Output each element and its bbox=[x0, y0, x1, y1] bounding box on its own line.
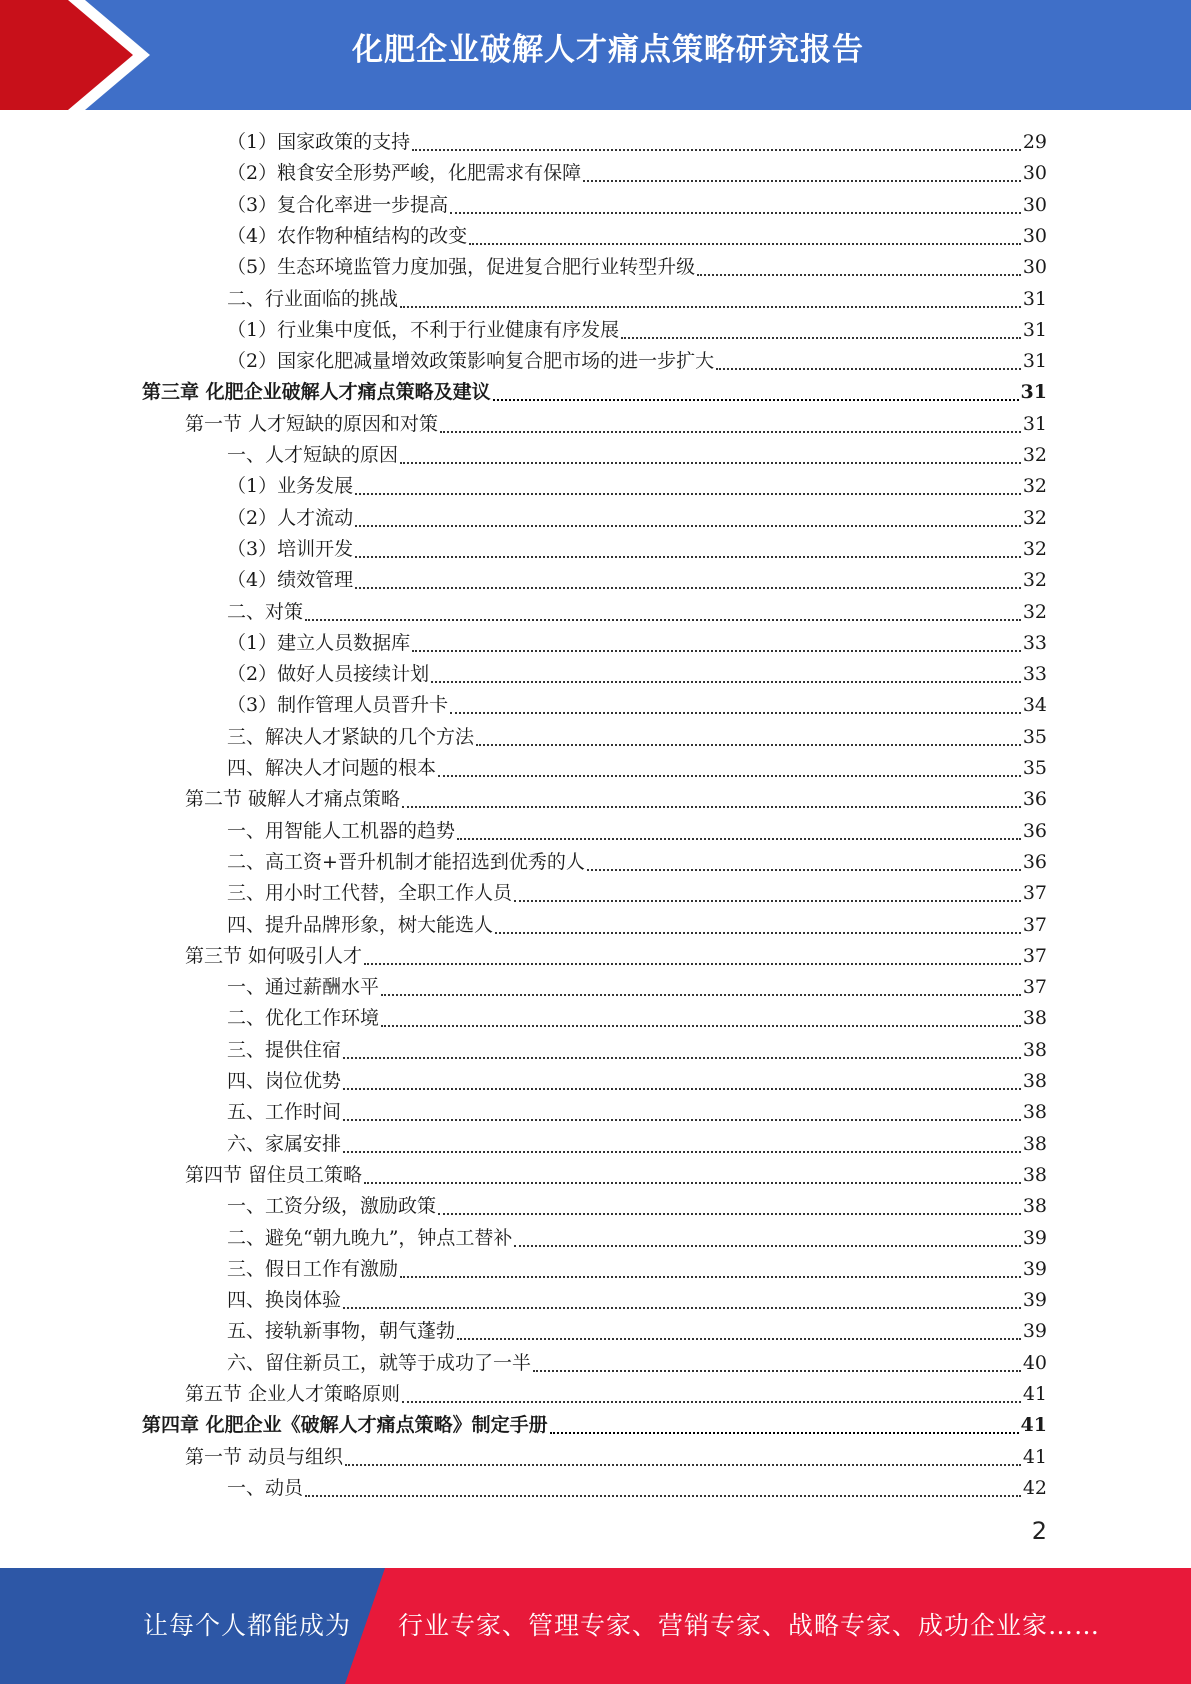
toc-dot-leader bbox=[400, 1276, 1021, 1278]
toc-entry[interactable] bbox=[227, 847, 1047, 878]
toc-entry-title: 一、用智能人工机器的趋势 bbox=[227, 819, 456, 842]
toc-entry-title: 一、动员 bbox=[227, 1476, 304, 1499]
toc-entry-page: 29 bbox=[1022, 131, 1047, 153]
toc-dot-leader bbox=[364, 963, 1021, 965]
toc-entry-page: 30 bbox=[1022, 224, 1047, 247]
toc-entry-title: 六、留住新员工，就等于成功了一半 bbox=[227, 1351, 532, 1374]
toc-dot-leader bbox=[469, 243, 1021, 245]
toc-dot-leader bbox=[402, 1401, 1021, 1403]
toc-dot-leader bbox=[476, 744, 1021, 746]
toc-entry[interactable] bbox=[227, 1285, 1047, 1316]
toc-entry-title: 二、行业面临的挑战 bbox=[227, 287, 399, 310]
toc-entry[interactable] bbox=[227, 1473, 1047, 1504]
toc-entry-page: 31 bbox=[1022, 412, 1047, 435]
toc-entry-page: 30 bbox=[1022, 162, 1047, 185]
toc-dot-leader bbox=[438, 775, 1021, 777]
page-footer bbox=[0, 1568, 1191, 1684]
toc-entry[interactable] bbox=[227, 1097, 1047, 1128]
toc-entry[interactable] bbox=[142, 1410, 1047, 1441]
toc-entry[interactable] bbox=[227, 1003, 1047, 1034]
toc-entry-title: 第三节 如何吸引人才 bbox=[185, 944, 363, 967]
toc-entry-title: （1）建立人员数据库 bbox=[227, 631, 411, 654]
toc-entry[interactable] bbox=[227, 910, 1047, 941]
toc-entry[interactable] bbox=[227, 690, 1047, 721]
toc-entry[interactable] bbox=[185, 941, 1047, 972]
toc-entry[interactable] bbox=[185, 1442, 1047, 1473]
toc-entry[interactable] bbox=[227, 659, 1047, 690]
toc-entry-title: 四、换岗体验 bbox=[227, 1289, 342, 1312]
toc-entry-title: 二、避免“朝九晚九”，钟点工替补 bbox=[227, 1226, 513, 1249]
toc-dot-leader bbox=[305, 1495, 1021, 1497]
toc-entry-title: 一、工资分级，激励政策 bbox=[227, 1195, 437, 1218]
toc-entry-page: 39 bbox=[1022, 1320, 1047, 1343]
toc-dot-leader bbox=[431, 681, 1021, 683]
toc-entry-title: 三、提供住宿 bbox=[227, 1038, 342, 1061]
toc-entry-title: 四、岗位优势 bbox=[227, 1070, 342, 1092]
toc-entry[interactable] bbox=[227, 190, 1047, 221]
toc-entry-title: 三、解决人才紧缺的几个方法 bbox=[227, 725, 475, 748]
toc-entry-page: 32 bbox=[1022, 475, 1047, 498]
toc-dot-leader bbox=[697, 274, 1021, 276]
toc-entry-page: 36 bbox=[1022, 850, 1047, 873]
toc-entry-title: （2）粮食安全形势严峻，化肥需求有保障 bbox=[227, 162, 582, 185]
toc-dot-leader bbox=[305, 619, 1021, 621]
toc-entry-page: 31 bbox=[1020, 381, 1047, 404]
toc-dot-leader bbox=[583, 180, 1021, 182]
footer-slogan-left: 让每个人都能成为 bbox=[143, 1611, 352, 1640]
toc-dot-leader bbox=[550, 1432, 1019, 1434]
toc-dot-leader bbox=[493, 399, 1019, 401]
toc-entry-title: 三、用小时工代替，全职工作人员 bbox=[227, 882, 513, 905]
toc-entry-page: 39 bbox=[1022, 1226, 1047, 1249]
toc-entry-page: 35 bbox=[1022, 725, 1047, 748]
toc-dot-leader bbox=[438, 1213, 1021, 1215]
toc-entry-title: （3）制作管理人员晋升卡 bbox=[227, 694, 449, 717]
toc-entry-page: 37 bbox=[1022, 882, 1047, 905]
toc-entry[interactable] bbox=[227, 1348, 1047, 1379]
toc-entry-title: （3）复合化率进一步提高 bbox=[227, 193, 449, 216]
toc-entry-title: 第四节 留住员工策略 bbox=[185, 1163, 363, 1186]
toc-entry-page: 42 bbox=[1022, 1476, 1047, 1499]
toc-entry[interactable] bbox=[185, 1160, 1047, 1191]
toc-entry-page: 41 bbox=[1022, 1445, 1047, 1468]
toc-entry[interactable] bbox=[142, 377, 1047, 408]
toc-entry-page: 32 bbox=[1022, 444, 1047, 466]
toc-dot-leader bbox=[364, 1182, 1021, 1184]
toc-entry-page: 32 bbox=[1022, 506, 1047, 529]
toc-entry[interactable] bbox=[227, 816, 1047, 847]
toc-entry-title: 第五节 企业人才策略原则 bbox=[185, 1383, 401, 1405]
toc-entry[interactable] bbox=[227, 565, 1047, 596]
toc-dot-leader bbox=[716, 368, 1021, 370]
toc-entry[interactable] bbox=[227, 753, 1047, 784]
toc-entry-title: 第一节 动员与组织 bbox=[185, 1445, 344, 1468]
toc-entry-title: （1）业务发展 bbox=[227, 475, 354, 498]
toc-dot-leader bbox=[514, 1245, 1020, 1247]
toc-dot-leader bbox=[533, 1370, 1021, 1372]
document-title: 化肥企业破解人才痛点策略研究报告 bbox=[352, 32, 864, 68]
toc-dot-leader bbox=[343, 1057, 1021, 1059]
toc-entry-title: （2）人才流动 bbox=[227, 506, 354, 529]
toc-entry-page: 39 bbox=[1022, 1257, 1047, 1280]
toc-entry-page: 30 bbox=[1022, 256, 1047, 279]
toc-entry-title: 六、家属安排 bbox=[227, 1132, 342, 1155]
footer-slogan-right: 行业专家、管理专家、营销专家、战略专家、成功企业家…… bbox=[398, 1611, 1101, 1640]
toc-entry-page: 38 bbox=[1022, 1163, 1047, 1186]
toc-dot-leader bbox=[343, 1119, 1021, 1121]
toc-dot-leader bbox=[450, 712, 1021, 714]
toc-entry[interactable] bbox=[227, 1066, 1047, 1097]
toc-entry-page: 38 bbox=[1022, 1070, 1047, 1092]
toc-entry[interactable] bbox=[227, 127, 1047, 158]
toc-entry-page: 30 bbox=[1022, 193, 1047, 216]
toc-entry-title: 五、接轨新事物，朝气蓬勃 bbox=[227, 1320, 456, 1343]
toc-entry-title: 第四章 化肥企业《破解人才痛点策略》制定手册 bbox=[142, 1414, 548, 1437]
page-header bbox=[0, 0, 1191, 110]
toc-entry-page: 32 bbox=[1022, 600, 1047, 623]
toc-entry-page: 32 bbox=[1022, 569, 1047, 592]
toc-entry[interactable] bbox=[227, 597, 1047, 628]
toc-entry-title: （4）农作物种植结构的改变 bbox=[227, 224, 468, 247]
toc-entry[interactable] bbox=[227, 972, 1047, 1003]
toc-dot-leader bbox=[381, 1025, 1021, 1027]
toc-dot-leader bbox=[440, 431, 1021, 433]
toc-entry-page: 36 bbox=[1022, 819, 1047, 842]
toc-entry-page: 36 bbox=[1022, 788, 1047, 811]
toc-entry[interactable] bbox=[185, 409, 1047, 440]
toc-dot-leader bbox=[495, 932, 1021, 934]
toc-entry[interactable] bbox=[227, 346, 1047, 377]
toc-entry[interactable] bbox=[227, 1316, 1047, 1347]
toc-dot-leader bbox=[514, 900, 1021, 902]
toc-entry-title: 一、通过薪酬水平 bbox=[227, 976, 380, 999]
toc-entry-title: 四、提升品牌形象，树大能选人 bbox=[227, 913, 494, 936]
toc-entry[interactable] bbox=[227, 503, 1047, 534]
toc-dot-leader bbox=[457, 838, 1021, 840]
toc-entry-title: （2）做好人员接续计划 bbox=[227, 663, 430, 686]
toc-entry-title: （1）行业集中度低，不利于行业健康有序发展 bbox=[227, 318, 620, 341]
toc-entry-title: 第二节 破解人才痛点策略 bbox=[185, 788, 401, 811]
toc-entry-page: 34 bbox=[1022, 694, 1047, 717]
toc-entry[interactable] bbox=[227, 878, 1047, 909]
toc-entry-title: 五、工作时间 bbox=[227, 1101, 342, 1124]
toc-entry[interactable] bbox=[227, 1035, 1047, 1066]
toc-entry-page: 38 bbox=[1022, 1038, 1047, 1061]
toc-entry-title: （2）国家化肥减量增效政策影响复合肥市场的进一步扩大 bbox=[227, 350, 715, 373]
toc-dot-leader bbox=[412, 650, 1021, 652]
toc-dot-leader bbox=[355, 525, 1021, 527]
toc-entry-title: 二、对策 bbox=[227, 600, 304, 623]
toc-entry[interactable] bbox=[227, 252, 1047, 283]
toc-entry[interactable] bbox=[227, 440, 1047, 471]
toc-dot-leader bbox=[381, 994, 1021, 996]
toc-entry-page: 33 bbox=[1022, 663, 1047, 686]
toc-entry[interactable] bbox=[227, 1191, 1047, 1222]
toc-entry-title: 二、优化工作环境 bbox=[227, 1007, 380, 1030]
toc-entry[interactable] bbox=[227, 1254, 1047, 1285]
toc-dot-leader bbox=[345, 1464, 1021, 1466]
toc-entry-page: 41 bbox=[1022, 1383, 1047, 1405]
toc-entry-page: 38 bbox=[1022, 1007, 1047, 1030]
toc-entry[interactable] bbox=[227, 722, 1047, 753]
toc-entry[interactable] bbox=[227, 221, 1047, 252]
toc-entry-page: 39 bbox=[1022, 1289, 1047, 1312]
toc-entry-title: （3）培训开发 bbox=[227, 537, 354, 560]
toc-entry[interactable] bbox=[227, 315, 1047, 346]
toc-entry-title: （5）生态环境监管力度加强，促进复合肥行业转型升级 bbox=[227, 256, 696, 279]
toc-entry[interactable] bbox=[185, 784, 1047, 815]
toc-entry-title: 二、高工资+晋升机制才能招选到优秀的人 bbox=[227, 850, 585, 873]
toc-entry-title: 一、人才短缺的原因 bbox=[227, 444, 399, 466]
toc-entry-page: 31 bbox=[1022, 318, 1047, 341]
toc-dot-leader bbox=[355, 556, 1021, 558]
toc-entry-page: 32 bbox=[1022, 537, 1047, 560]
toc-dot-leader bbox=[402, 806, 1021, 808]
toc-dot-leader bbox=[457, 1338, 1021, 1340]
toc-entry-page: 31 bbox=[1022, 287, 1047, 310]
page-number: 2 bbox=[1031, 1517, 1047, 1545]
toc-entry-page: 31 bbox=[1022, 350, 1047, 373]
toc-dot-leader bbox=[355, 493, 1021, 495]
toc-dot-leader bbox=[343, 1151, 1021, 1153]
toc-entry[interactable] bbox=[227, 471, 1047, 502]
toc-entry-page: 38 bbox=[1022, 1132, 1047, 1155]
toc-entry-page: 35 bbox=[1022, 757, 1047, 779]
toc-dot-leader bbox=[400, 306, 1021, 308]
toc-dot-leader bbox=[343, 1307, 1021, 1309]
toc-dot-leader bbox=[343, 1088, 1021, 1090]
toc-entry-page: 37 bbox=[1022, 913, 1047, 936]
toc-entry-title: 第三章 化肥企业破解人才痛点策略及建议 bbox=[142, 381, 491, 404]
toc-entry-page: 33 bbox=[1022, 631, 1047, 654]
toc-entry-page: 38 bbox=[1022, 1195, 1047, 1218]
toc-entry[interactable] bbox=[227, 534, 1047, 565]
toc-dot-leader bbox=[400, 462, 1021, 464]
toc-entry-page: 40 bbox=[1022, 1351, 1047, 1374]
toc-dot-leader bbox=[355, 587, 1021, 589]
toc-entry[interactable] bbox=[227, 1223, 1047, 1254]
toc-entry-page: 37 bbox=[1022, 944, 1047, 967]
toc-entry-page: 37 bbox=[1022, 976, 1047, 999]
toc-entry-title: （4）绩效管理 bbox=[227, 569, 354, 592]
toc-dot-leader bbox=[412, 149, 1021, 151]
toc-entry-title: 四、解决人才问题的根本 bbox=[227, 757, 437, 779]
toc-entry[interactable] bbox=[185, 1379, 1047, 1410]
toc-entry[interactable] bbox=[227, 158, 1047, 189]
toc-entry-title: 三、假日工作有激励 bbox=[227, 1257, 399, 1280]
toc-entry[interactable] bbox=[227, 1129, 1047, 1160]
toc-dot-leader bbox=[450, 212, 1021, 214]
toc-entry-title: （1）国家政策的支持 bbox=[227, 131, 411, 153]
toc-entry[interactable] bbox=[227, 628, 1047, 659]
toc-entry-title: 第一节 人才短缺的原因和对策 bbox=[185, 412, 439, 435]
toc-dot-leader bbox=[587, 869, 1021, 871]
toc-entry[interactable] bbox=[227, 284, 1047, 315]
toc-entry-page: 38 bbox=[1022, 1101, 1047, 1124]
toc-dot-leader bbox=[621, 337, 1021, 339]
toc-entry-page: 41 bbox=[1020, 1414, 1047, 1437]
